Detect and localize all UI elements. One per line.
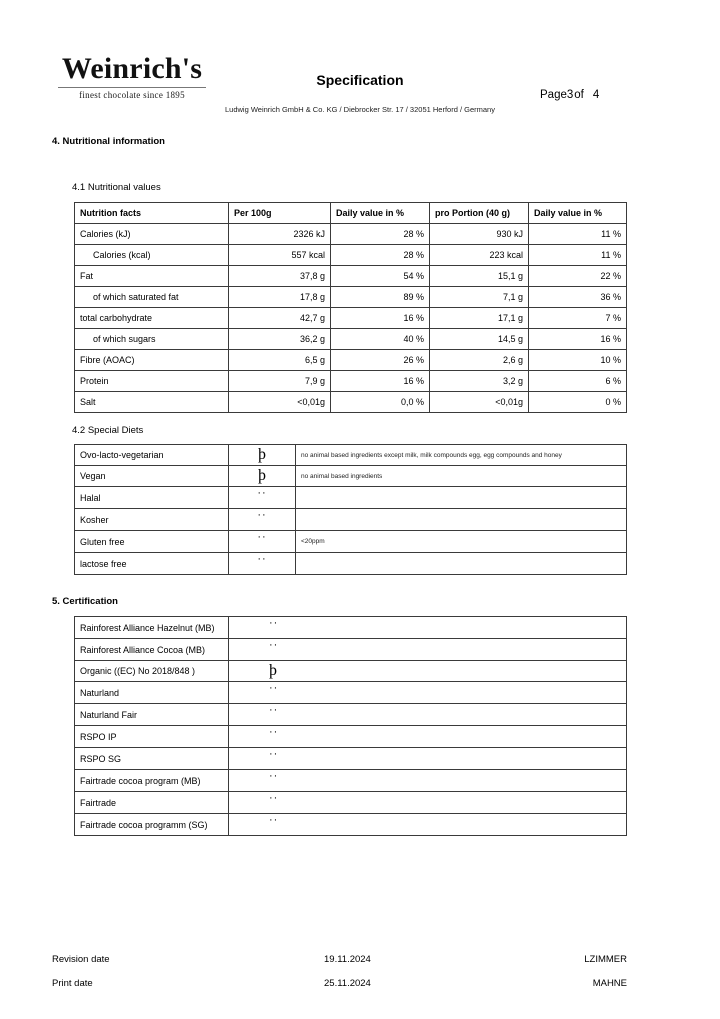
- table-row: [75, 350, 627, 371]
- nutrient-portion: 7,1 g: [430, 287, 529, 308]
- nutrient-daily-value-2: 6 %: [529, 371, 627, 392]
- certification-name: RSPO SG: [75, 748, 229, 770]
- nutrient-per-100g: <0,01g: [229, 392, 331, 413]
- diet-name: Halal: [75, 487, 229, 509]
- nutrient-portion: 15,1 g: [430, 266, 529, 287]
- page-label: Page: [540, 89, 567, 101]
- certification-checkbox-unchecked[interactable]: ··: [229, 792, 627, 814]
- table-row: [75, 371, 627, 392]
- certification-name: Fairtrade cocoa programm (SG): [75, 814, 229, 836]
- nutrient-daily-value-2: 0 %: [529, 392, 627, 413]
- table-row: [75, 245, 627, 266]
- table-row: [75, 329, 627, 350]
- nutrient-portion: 930 kJ: [430, 224, 529, 245]
- page-total: 4: [592, 89, 600, 101]
- nutrient-name: Salt: [75, 392, 229, 413]
- certification-checkbox-unchecked[interactable]: ··: [229, 704, 627, 726]
- page-header: [0, 0, 720, 125]
- nutrient-name: of which saturated fat: [75, 287, 229, 308]
- logo-tagline: finest chocolate since 1895: [79, 90, 185, 100]
- certification-name: Fairtrade: [75, 792, 229, 814]
- nutrient-per-100g: 557 kcal: [229, 245, 331, 266]
- logo-wordmark: Weinrich's: [61, 52, 203, 85]
- certification-checkbox-unchecked[interactable]: ··: [229, 617, 627, 639]
- nutrient-daily-value-1: 89 %: [331, 287, 430, 308]
- nutrient-daily-value-2: 22 %: [529, 266, 627, 287]
- table-row: [75, 661, 627, 682]
- certification-name: Naturland: [75, 682, 229, 704]
- table-row: [75, 639, 627, 661]
- table-row: [75, 308, 627, 329]
- page-current: 3: [566, 89, 574, 101]
- column-header-nutrition-facts: Nutrition facts: [75, 203, 229, 224]
- revision-date-value: 19.11.2024: [324, 954, 371, 965]
- table-header-row: [75, 203, 627, 224]
- diet-checkbox-unchecked[interactable]: ··: [229, 553, 296, 575]
- nutrient-name: Protein: [75, 371, 229, 392]
- diet-name: Vegan: [75, 466, 229, 487]
- nutrient-daily-value-2: 10 %: [529, 350, 627, 371]
- nutrient-daily-value-2: 7 %: [529, 308, 627, 329]
- nutrient-daily-value-1: 40 %: [331, 329, 430, 350]
- nutrient-name: Calories (kJ): [75, 224, 229, 245]
- company-address: Ludwig Weinrich GmbH & Co. KG / Diebrocker Str. 17 / 32051 Herford / Germany: [225, 105, 495, 114]
- table-row: [75, 445, 627, 466]
- table-row: [75, 392, 627, 413]
- certification-name: Organic ((EC) No 2018/848 ): [75, 661, 229, 682]
- column-header-per-100g: Per 100g: [229, 203, 331, 224]
- diet-note: <20ppm: [296, 531, 627, 553]
- diet-checkbox-checked[interactable]: þ: [229, 445, 296, 466]
- nutrient-name: of which sugars: [75, 329, 229, 350]
- diet-note: no animal based ingredients: [296, 466, 627, 487]
- diet-note: [296, 509, 627, 531]
- section-heading-nutritional-information: 4. Nutritional information: [52, 136, 165, 147]
- nutrient-name: Fat: [75, 266, 229, 287]
- certification-checkbox-unchecked[interactable]: ··: [229, 814, 627, 836]
- column-header-daily-value-1: Daily value in %: [331, 203, 430, 224]
- nutrient-per-100g: 17,8 g: [229, 287, 331, 308]
- table-row: [75, 224, 627, 245]
- nutrient-daily-value-1: 28 %: [331, 224, 430, 245]
- print-date-label: Print date: [52, 978, 93, 989]
- diet-note: [296, 553, 627, 575]
- nutrient-daily-value-2: 11 %: [529, 245, 627, 266]
- diet-note: no animal based ingredients except milk, milk compounds egg, egg compounds and honey: [296, 445, 627, 466]
- nutrient-daily-value-2: 11 %: [529, 224, 627, 245]
- certification-name: Rainforest Alliance Hazelnut (MB): [75, 617, 229, 639]
- nutrient-daily-value-2: 36 %: [529, 287, 627, 308]
- table-row: [75, 553, 627, 575]
- nutrient-portion: 3,2 g: [430, 371, 529, 392]
- certification-name: Fairtrade cocoa program (MB): [75, 770, 229, 792]
- nutrient-per-100g: 2326 kJ: [229, 224, 331, 245]
- nutrient-daily-value-1: 16 %: [331, 371, 430, 392]
- table-row: [75, 682, 627, 704]
- table-row: [75, 266, 627, 287]
- table-row: [75, 726, 627, 748]
- diet-checkbox-unchecked[interactable]: ··: [229, 487, 296, 509]
- certification-checkbox-checked[interactable]: þ: [229, 661, 627, 682]
- nutrient-daily-value-1: 26 %: [331, 350, 430, 371]
- certification-checkbox-unchecked[interactable]: ··: [229, 770, 627, 792]
- diet-name: lactose free: [75, 553, 229, 575]
- page-indicator: [540, 89, 650, 101]
- nutrient-portion: 14,5 g: [430, 329, 529, 350]
- table-row: [75, 792, 627, 814]
- column-header-daily-value-2: Daily value in %: [529, 203, 627, 224]
- revision-date-label: Revision date: [52, 954, 110, 965]
- nutrient-per-100g: 42,7 g: [229, 308, 331, 329]
- diet-checkbox-checked[interactable]: þ: [229, 466, 296, 487]
- page-of-label: of: [574, 89, 584, 101]
- diet-name: Gluten free: [75, 531, 229, 553]
- diet-name: Kosher: [75, 509, 229, 531]
- print-date-value: 25.11.2024: [324, 978, 371, 989]
- diet-name: Ovo-lacto-vegetarian: [75, 445, 229, 466]
- nutrient-daily-value-2: 16 %: [529, 329, 627, 350]
- certification-name: Naturland Fair: [75, 704, 229, 726]
- diet-checkbox-unchecked[interactable]: ··: [229, 509, 296, 531]
- company-logo: [52, 54, 212, 100]
- table-row: [75, 487, 627, 509]
- table-row: [75, 531, 627, 553]
- table-row: [75, 770, 627, 792]
- document-title: Specification: [316, 72, 404, 88]
- table-row: [75, 617, 627, 639]
- section-heading-certification: 5. Certification: [52, 596, 118, 607]
- certification-checkbox-unchecked[interactable]: ··: [229, 639, 627, 661]
- nutrient-name: Fibre (AOAC): [75, 350, 229, 371]
- certification-checkbox-unchecked[interactable]: ··: [229, 726, 627, 748]
- diet-note: [296, 487, 627, 509]
- certification-checkbox-unchecked[interactable]: ··: [229, 682, 627, 704]
- table-row: [75, 287, 627, 308]
- certification-checkbox-unchecked[interactable]: ··: [229, 748, 627, 770]
- sub-heading-special-diets: 4.2 Special Diets: [72, 425, 144, 436]
- nutrient-portion: <0,01g: [430, 392, 529, 413]
- table-row: [75, 748, 627, 770]
- table-row: [75, 466, 627, 487]
- nutrient-per-100g: 7,9 g: [229, 371, 331, 392]
- nutrient-daily-value-1: 54 %: [331, 266, 430, 287]
- table-row: [75, 814, 627, 836]
- table-row: [75, 704, 627, 726]
- revision-user: LZIMMER: [584, 954, 627, 965]
- certification-name: RSPO IP: [75, 726, 229, 748]
- nutrient-portion: 223 kcal: [430, 245, 529, 266]
- nutrient-daily-value-1: 28 %: [331, 245, 430, 266]
- nutrient-name: Calories (kcal): [75, 245, 229, 266]
- nutrition-facts-table: [74, 202, 627, 413]
- nutrient-portion: 17,1 g: [430, 308, 529, 329]
- nutrient-per-100g: 6,5 g: [229, 350, 331, 371]
- nutrient-per-100g: 36,2 g: [229, 329, 331, 350]
- nutrient-per-100g: 37,8 g: [229, 266, 331, 287]
- logo-divider: [58, 87, 206, 88]
- sub-heading-nutritional-values: 4.1 Nutritional values: [72, 182, 161, 193]
- diet-checkbox-unchecked[interactable]: ··: [229, 531, 296, 553]
- nutrient-daily-value-1: 16 %: [331, 308, 430, 329]
- nutrient-name: total carbohydrate: [75, 308, 229, 329]
- certification-name: Rainforest Alliance Cocoa (MB): [75, 639, 229, 661]
- certification-table: [74, 616, 627, 836]
- special-diets-table: [74, 444, 627, 575]
- column-header-pro-portion: pro Portion (40 g): [430, 203, 529, 224]
- table-row: [75, 509, 627, 531]
- print-user: MAHNE: [592, 978, 627, 989]
- nutrient-daily-value-1: 0,0 %: [331, 392, 430, 413]
- nutrient-portion: 2,6 g: [430, 350, 529, 371]
